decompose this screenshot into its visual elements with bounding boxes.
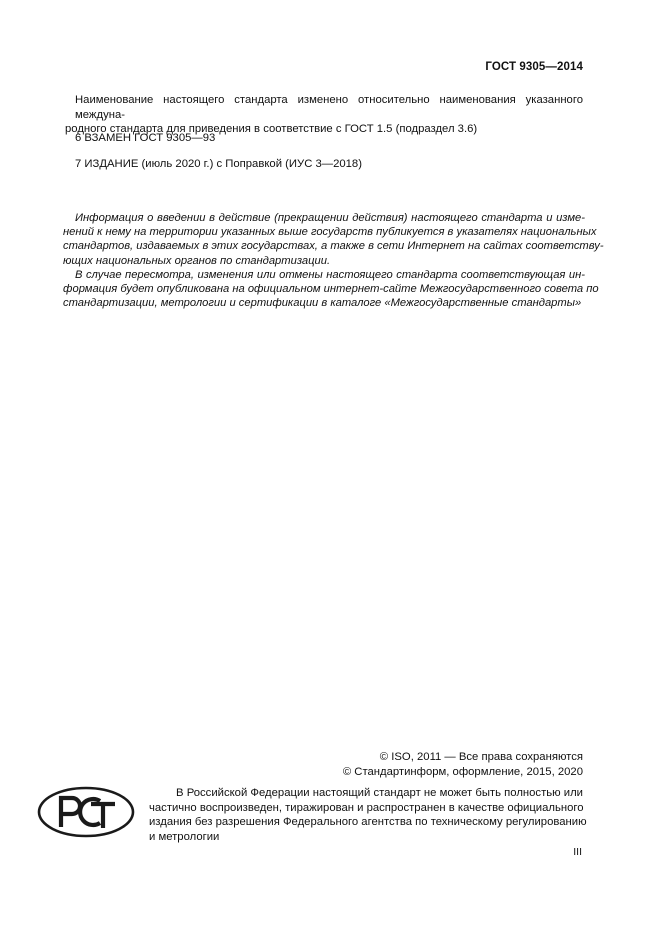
notice-line: издания без разрешения Федерального агентства по техническому регулированию [149, 816, 587, 828]
info-notice [63, 211, 604, 310]
info-line: стандартизации, метрологии и сертификации в каталоге «Межгосударственные стандарты» [63, 297, 582, 310]
replaces-line: 6 ВЗАМЕН ГОСТ 9305—93 [75, 132, 216, 144]
paragraph-line: Наименование настоящего стандарта изменено относительно наименования указанного междуна- [75, 94, 583, 121]
info-line: формация будет опубликована на официальном интернет-сайте Межгосударственного совета по [63, 283, 599, 296]
info-line: нений к нему на территории указанных выше государств публикуется в указателях национальных [63, 226, 597, 239]
standartinform-copyright: © Стандартинформ, оформление, 2015, 2020 [342, 766, 583, 778]
iso-copyright: © ISO, 2011 — Все права сохраняются [379, 751, 583, 763]
page-number: III [573, 846, 582, 858]
info-line: ющих национальных органов по стандартизации. [63, 254, 331, 267]
rst-certification-mark-icon [36, 786, 136, 838]
copyright-block [343, 750, 583, 780]
info-line: стандартов, издаваемых в этих государствах, а также в сети Интернет на сайтах соответству- [63, 240, 604, 253]
info-line: Информация о введении в действие (прекращении действия) настоящего стандарта и изме- [75, 212, 585, 224]
reproduction-notice [149, 786, 587, 844]
notice-line: частично воспроизведен, тиражирован и распространен в качестве официального [149, 801, 584, 814]
info-line: В случае пересмотра, изменения или отмены настоящего стандарта соответствующая ин- [75, 268, 585, 281]
document-code: ГОСТ 9305—2014 [485, 61, 583, 73]
notice-line: В Российской Федерации настоящий стандарт не может быть полностью или [176, 787, 583, 799]
edition-line: 7 ИЗДАНИЕ (июль 2020 г.) с Поправкой (ИУС 3—2018) [75, 158, 362, 170]
paragraph-line: родного стандарта для приведения в соответствие с ГОСТ 1.5 (подраздел 3.6) [65, 123, 478, 136]
notice-line: и метрологии [149, 830, 220, 843]
